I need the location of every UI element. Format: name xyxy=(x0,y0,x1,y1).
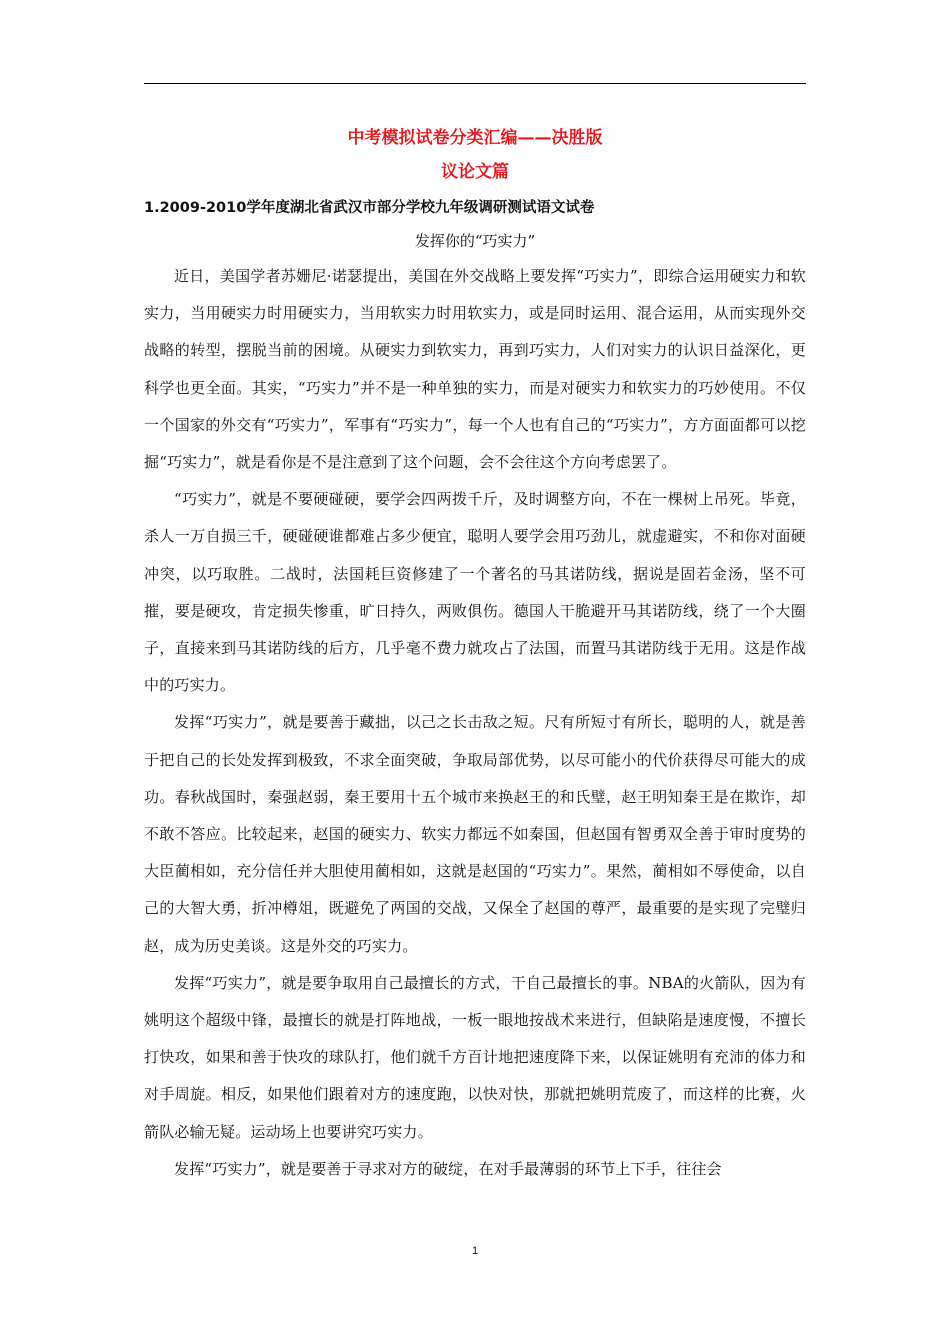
header-rule xyxy=(144,83,806,84)
question-heading: 1.2009-2010学年度湖北省武汉市部分学校九年级调研测试语文试卷 xyxy=(144,200,595,216)
essay-title: 发挥你的“巧实力” xyxy=(414,232,536,250)
page-number: 1 xyxy=(471,1245,479,1257)
paragraph: 近日，美国学者苏姗尼·诺瑟提出，美国在外交战略上要发挥“巧实力”，即综合运用硬实力和软实力，当用硬实力时用硬实力，当用软实力时用软实力，或是同时运用、混合运用，从而实现外交战略的转型，摆脱当前的困境。从硬实力到软实力，再到巧实力，人们对实力的认识日益深化，更科学也更全面。其实，“巧实力”并不是一种单独的实力，而是对硬实力和软实力的巧妙使用。不仅一个国家的外交有“巧实力”，军事有“巧实力”，每一个人也有自己的“巧实力”，方方面面都可以挖掘“巧实力”，就是看你是不是注意到了这个问题，会不会往这个方向考虑罢了。 xyxy=(144,267,806,472)
paragraph: 发挥“巧实力”，就是要争取用自己最擅长的方式，干自己最擅长的事。NBA的火箭队，因为有姚明这个超级中锋，最擅长的就是打阵地战，一板一眼地按战术来进行，但缺陷是速度慢，不擅长打快攻，如果和善于快攻的球队打，他们就千方百计地把速度降下来，以保证姚明有充沛的体力和对手周旋。相反，如果他们跟着对方的速度跑，以快对快，那就把姚明荒废了，而这样的比赛，火箭队必输无疑。运动场上也要讲究巧实力。 xyxy=(144,973,806,1141)
document-title: 中考模拟试卷分类汇编——决胜版 xyxy=(347,128,603,148)
paragraph: “巧实力”，就是不要硬碰硬，要学会四两拨千斤，及时调整方向，不在一棵树上吊死。毕竟，杀人一万自损三千，硬碰硬谁都难占多少便宜，聪明人要学会用巧劲儿，就虚避实，不和你对面硬冲突，以巧取胜。二战时，法国耗巨资修建了一个著名的马其诺防线，据说是固若金汤，坚不可摧，要是硬攻，肯定损失惨重，旷日持久，两败俱伤。德国人干脆避开马其诺防线，绕了一个大圈子，直接来到马其诺防线的后方，几乎毫不费力就攻占了法国，而置马其诺防线于无用。这是作战中的巧实力。 xyxy=(144,490,806,695)
paragraph: 发挥“巧实力”，就是要善于藏拙，以己之长击敌之短。尺有所短寸有所长，聪明的人，就是善于把自己的长处发挥到极致，不求全面突破，争取局部优势，以尽可能小的代价获得尽可能大的成功。春秋战国时，秦强赵弱，秦王要用十五个城市来换赵王的和氏璧，赵王明知秦王是在欺诈，却不敢不答应。比较起来，赵国的硬实力、软实力都远不如秦国，但赵国有智勇双全善于审时度势的大臣蔺相如，充分信任并大胆使用蔺相如，这就是赵国的“巧实力”。果然，蔺相如不辱使命，以自己的大智大勇，折冲樽俎，既避免了两国的交战，又保全了赵国的尊严，最重要的是实现了完璧归赵，成为历史美谈。这是外交的巧实力。 xyxy=(144,713,806,955)
document-subtitle: 议论文篇 xyxy=(441,162,509,182)
paragraph: 发挥“巧实力”，就是要善于寻求对方的破绽，在对手最薄弱的环节上下手，往往会 xyxy=(174,1159,722,1178)
essay-body xyxy=(144,258,806,1188)
